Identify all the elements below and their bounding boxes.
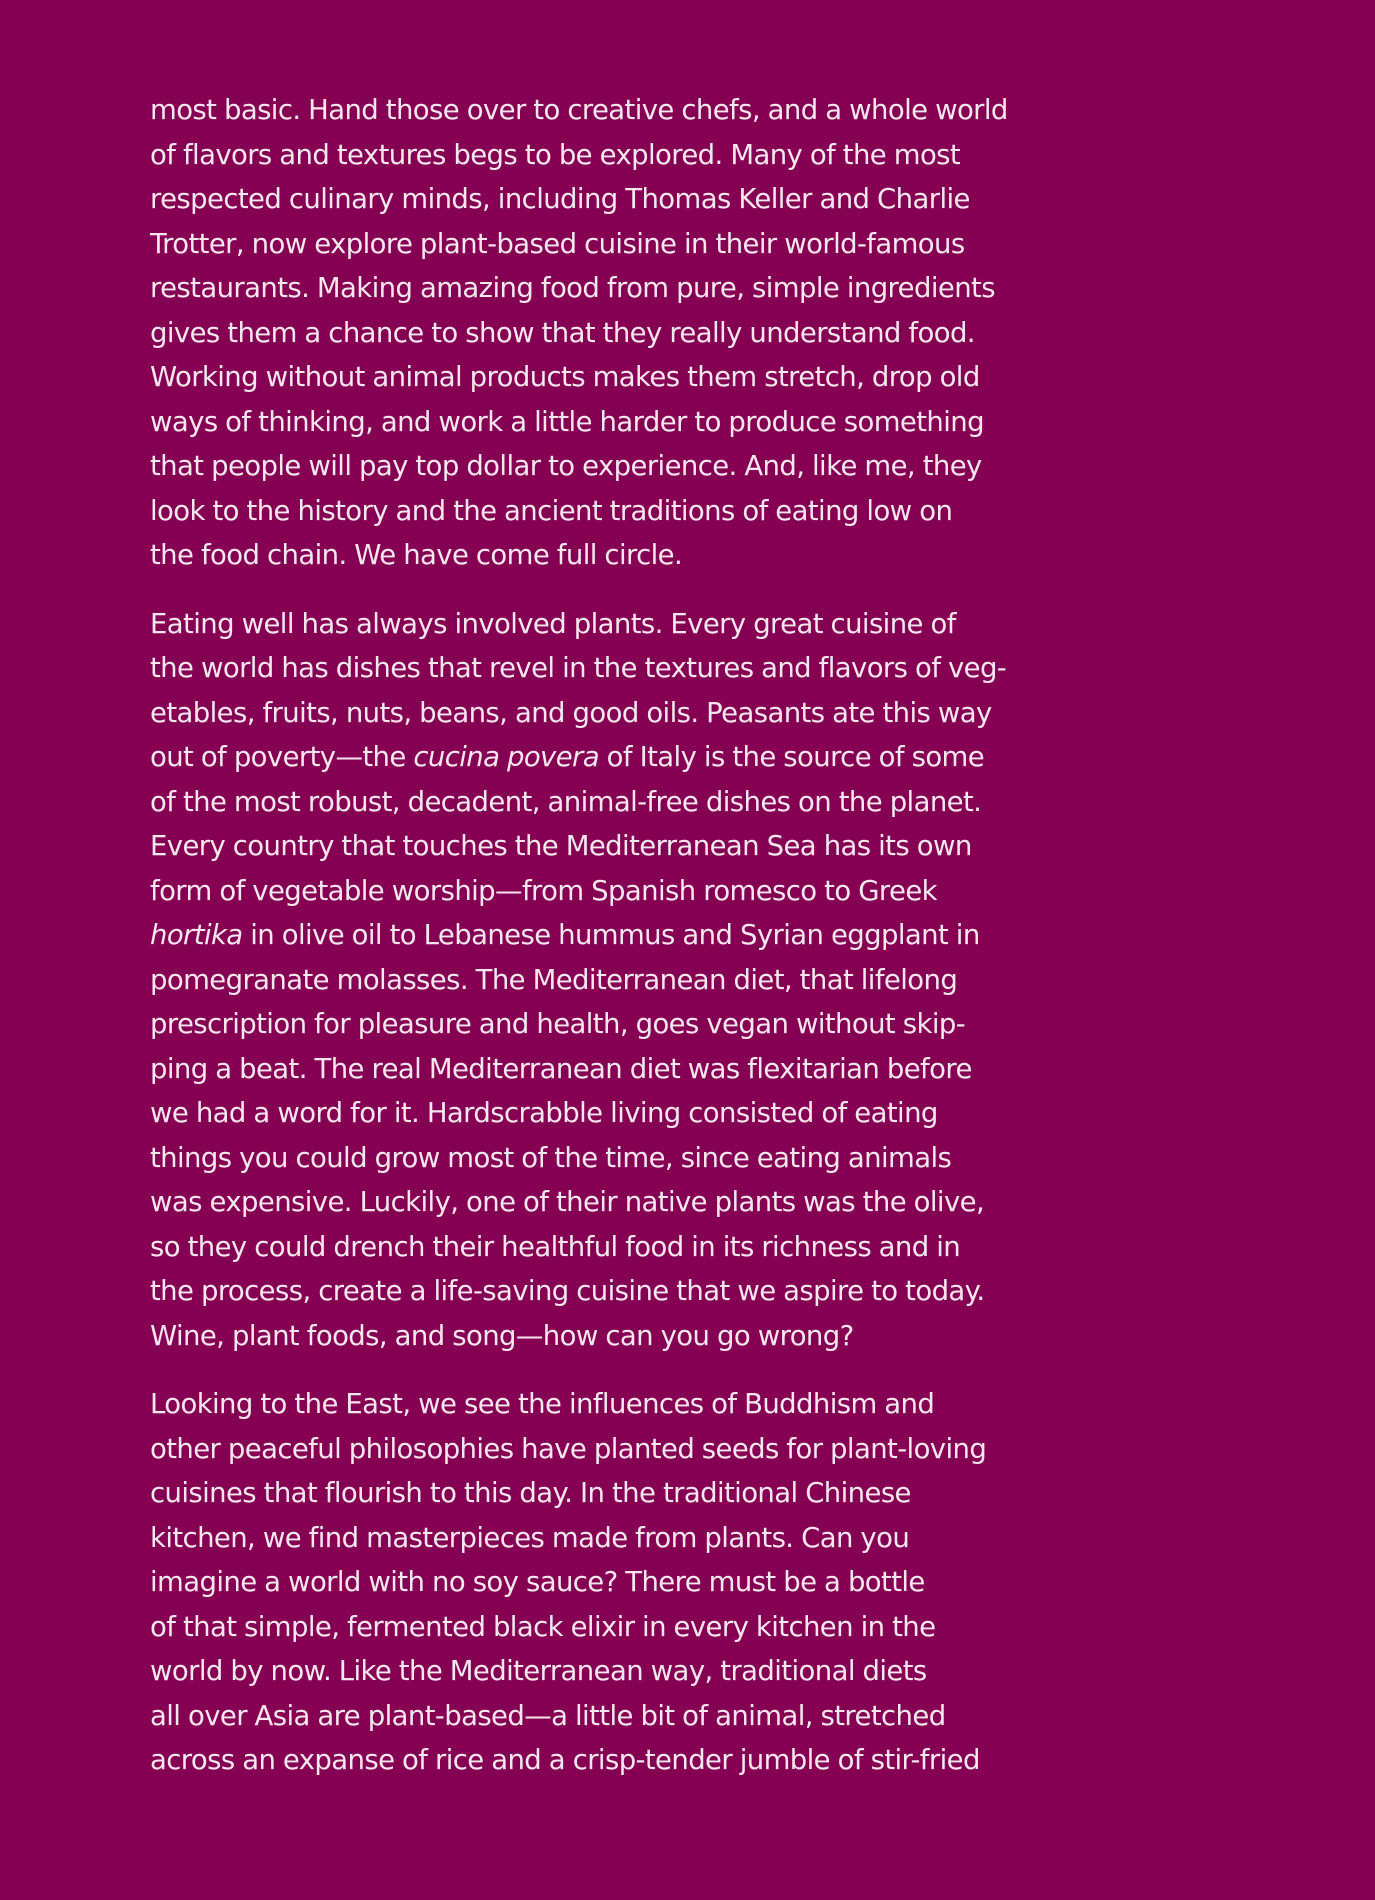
- text-line: ways of thinking, and work a little harder to produce something: [150, 405, 984, 438]
- text-line: of that simple, fermented black elixir in every kitchen in the: [150, 1610, 936, 1643]
- text-line: form of vegetable worship—from Spanish romesco to Greek: [150, 874, 937, 907]
- paragraph-2: [150, 602, 1050, 1359]
- text-run: out of poverty—the: [150, 741, 414, 773]
- text-line: prescription for pleasure and health, goes vegan without skip-: [150, 1008, 966, 1040]
- text-line: [150, 735, 1050, 780]
- text-run: in olive oil to Lebanese hummus and Syrian eggplant in: [242, 919, 980, 951]
- text-line: was expensive. Luckily, one of their native plants was the olive,: [150, 1186, 985, 1218]
- text-line: the process, create a life-saving cuisine that we aspire to today.: [150, 1275, 985, 1307]
- text-line: Wine, plant foods, and song—how can you go wrong?: [150, 1319, 854, 1352]
- text-line: imagine a world with no soy sauce? There must be a bottle: [150, 1566, 925, 1598]
- text-line: Eating well has always involved plants. Every great cuisine of: [150, 607, 956, 640]
- text-line: restaurants. Making amazing food from pure, simple ingredients: [150, 272, 995, 304]
- paragraph-3: [150, 1382, 1050, 1783]
- text-line: across an expanse of rice and a crisp-tender jumble of stir-fried: [150, 1744, 980, 1776]
- text-line: the world has dishes that revel in the textures and flavors of veg-: [150, 652, 1007, 684]
- text-line: Trotter, now explore plant-based cuisine in their world-famous: [150, 227, 965, 260]
- text-line: we had a word for it. Hardscrabble living consisted of eating: [150, 1097, 938, 1129]
- text-line: of flavors and textures begs to be explored. Many of the most: [150, 138, 961, 171]
- text-line: pomegranate molasses. The Mediterranean diet, that lifelong: [150, 963, 958, 996]
- text-line: Looking to the East, we see the influences of Buddhism and: [150, 1388, 935, 1420]
- text-line: look to the history and the ancient traditions of eating low on: [150, 494, 953, 527]
- text-line: Working without animal products makes them stretch, drop old: [150, 361, 980, 393]
- text-run: of Italy is the source of some: [599, 741, 985, 773]
- text-line: Every country that touches the Mediterranean Sea has its own: [150, 830, 972, 862]
- text-line: etables, fruits, nuts, beans, and good oils. Peasants ate this way: [150, 696, 992, 729]
- italic-phrase: cucina povera: [413, 741, 600, 773]
- text-line: all over Asia are plant-based—a little bit of animal, stretched: [150, 1699, 946, 1732]
- text-line: cuisines that flourish to this day. In the traditional Chinese: [150, 1477, 911, 1509]
- text-line: other peaceful philosophies have planted seeds for plant-loving: [150, 1432, 987, 1465]
- text-line: [150, 913, 1050, 958]
- text-line: kitchen, we find masterpieces made from plants. Can you: [150, 1521, 910, 1554]
- text-line: ping a beat. The real Mediterranean diet was flexitarian before: [150, 1052, 972, 1085]
- paragraph-1: [150, 88, 1050, 578]
- text-line: respected culinary minds, including Thomas Keller and Charlie: [150, 183, 970, 215]
- text-line: that people will pay top dollar to experience. And, like me, they: [150, 450, 982, 482]
- text-line: of the most robust, decadent, animal-free dishes on the planet.: [150, 785, 982, 818]
- text-line: gives them a chance to show that they really understand food.: [150, 316, 975, 349]
- text-line: things you could grow most of the time, since eating animals: [150, 1141, 952, 1174]
- text-line: so they could drench their healthful food in its richness and in: [150, 1230, 961, 1263]
- text-line: the food chain. We have come full circle.: [150, 539, 683, 571]
- italic-phrase: hortika: [150, 919, 243, 951]
- text-line: world by now. Like the Mediterranean way, traditional diets: [150, 1655, 927, 1687]
- text-line: most basic. Hand those over to creative chefs, and a whole world: [150, 94, 1008, 126]
- page-body: [150, 88, 1050, 1807]
